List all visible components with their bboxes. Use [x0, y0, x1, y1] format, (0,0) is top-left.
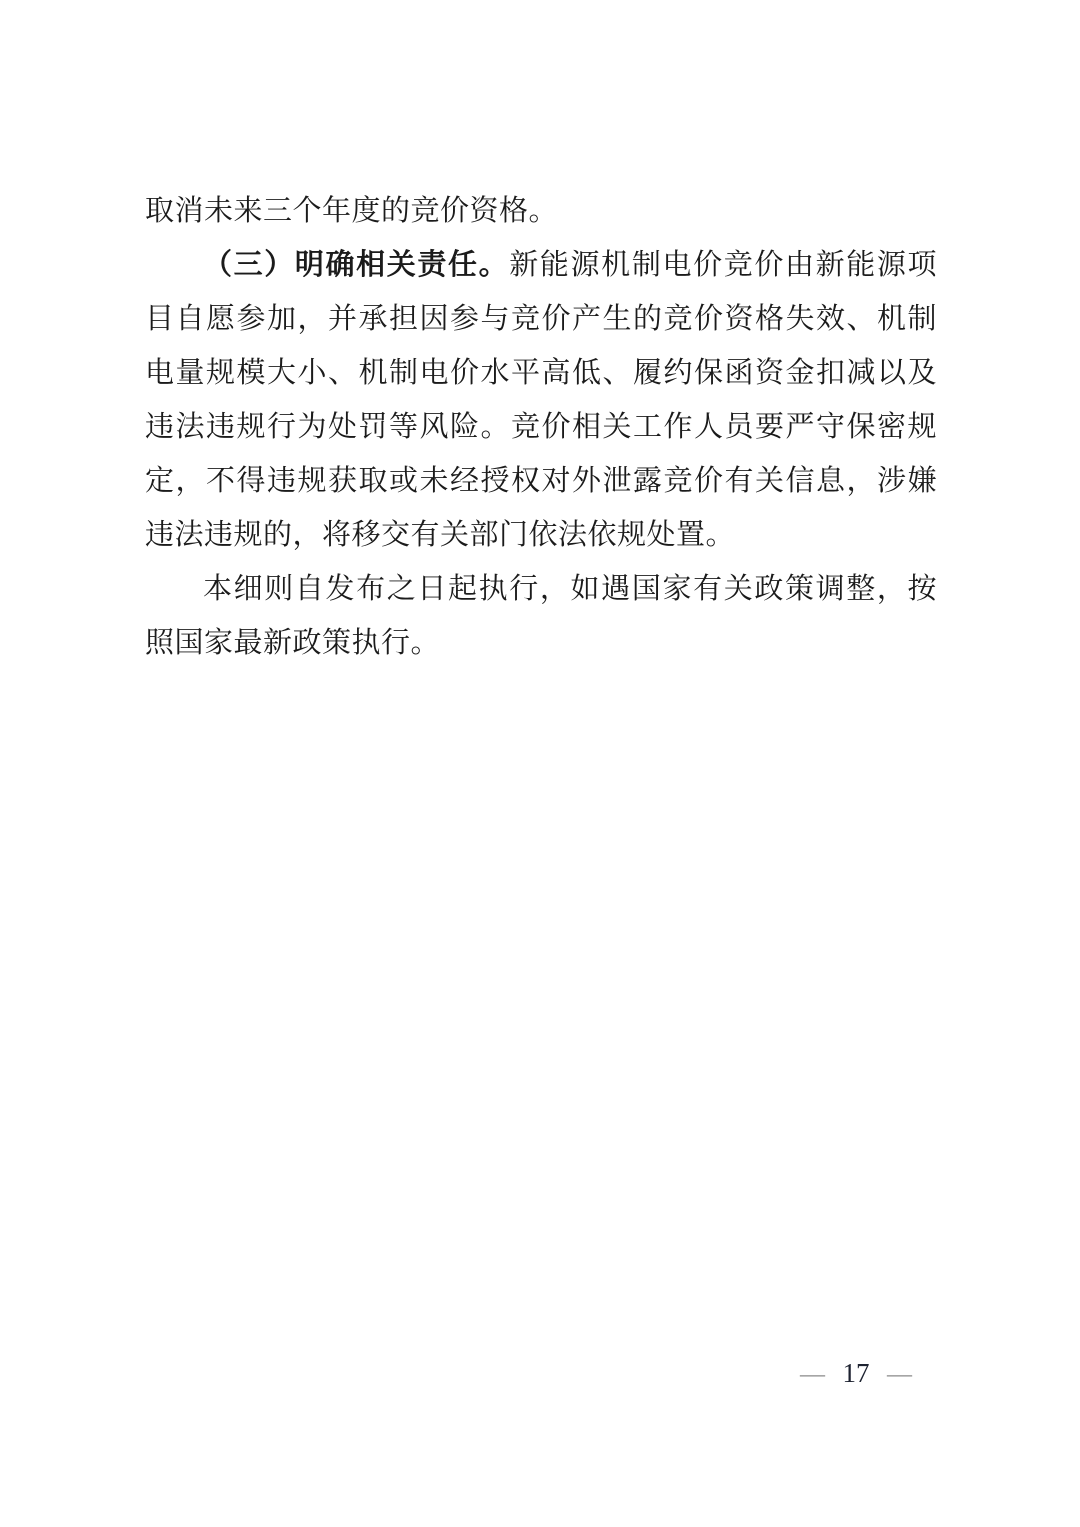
- paragraph-lead-heading: （三）明确相关责任。: [203, 249, 510, 281]
- paragraph-continuation: [145, 184, 937, 238]
- paragraph-section-three: [145, 238, 937, 562]
- page-number: 17: [842, 1358, 870, 1388]
- page-footer: [800, 1356, 912, 1392]
- paragraph-effective-date: [145, 562, 937, 670]
- paragraph-text: 新能源机制电价竞价由新能源项目自愿参加，并承担因参与竞价产生的竞价资格失效、机制电量规模大小、机制电价水平高低、履约保函资金扣减以及违法违规行为处罚等风险。竞价相关工作人员要严守保密规定，不得违规获取或未经授权对外泄露竞价有关信息，涉嫌违法违规的，将移交有关部门依法依规处置。: [145, 249, 937, 551]
- footer-left-dash: —: [800, 1361, 825, 1388]
- paragraph-text: 本细则自发布之日起执行，如遇国家有关政策调整，按照国家最新政策执行。: [145, 573, 937, 659]
- document-body: [145, 184, 937, 670]
- paragraph-text: 取消未来三个年度的竞价资格。: [145, 195, 559, 227]
- footer-right-dash: —: [887, 1361, 912, 1388]
